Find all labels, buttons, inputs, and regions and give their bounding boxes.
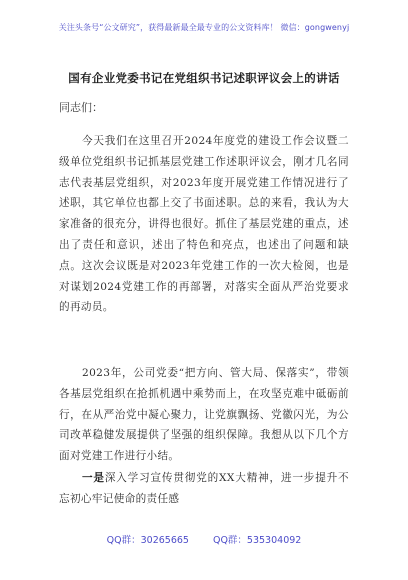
document-title: 国有企业党委书记在党组织书记述职评议会上的讲话: [68, 71, 340, 85]
paragraph-3: [59, 468, 349, 510]
salutation: 同志们：: [59, 101, 103, 114]
paragraph-1: 今天我们在这里召开2024年度党的建设工作会议暨二级单位党组织书记抓基层党建工作述职评议会，刚才几名同志代表基层党组织，对2023年度开展党建工作情况进行了述职，其它单位也都上交了书面述职。总的来看，我认为大家准备的很充分，讲得也很好。抓住了基层党建的重点，述出了责任和意识，述出了特色和亮点，也述出了问题和缺点。这次会议既是对2023年党建工作的一次大检阅，也是对谋划2024党建工作的再部署，对落实全面从严治党要求的再动员。: [59, 135, 349, 314]
footer-contact: [0, 532, 408, 546]
qq-group-1: QQ群：30265665: [106, 535, 189, 546]
paragraph-3-lead: 一是: [82, 472, 105, 484]
promo-banner: 关注头条号“公文研究”，获得最新最全最专业的公文资料库！ 微信：gongwenyj: [58, 23, 350, 32]
paragraph-3-text: 深入学习宣传贯彻党的XX大精神，进一步提升不忘初心牢记使命的责任感: [59, 472, 349, 505]
qq-group-2: QQ群：535304092: [212, 535, 302, 546]
paragraph-2: 2023年，公司党委“把方向、管大局、保落实”，带领各基层党组织在抢抓机遇中乘势而上，在攻坚克难中砥砺前行，在从严治党中凝心聚力，让党旗飘扬、党徽闪光，为公司改革稳健发展提供了坚强的组织保障。我想从以下几个方面对党建工作进行小结。: [59, 367, 349, 463]
